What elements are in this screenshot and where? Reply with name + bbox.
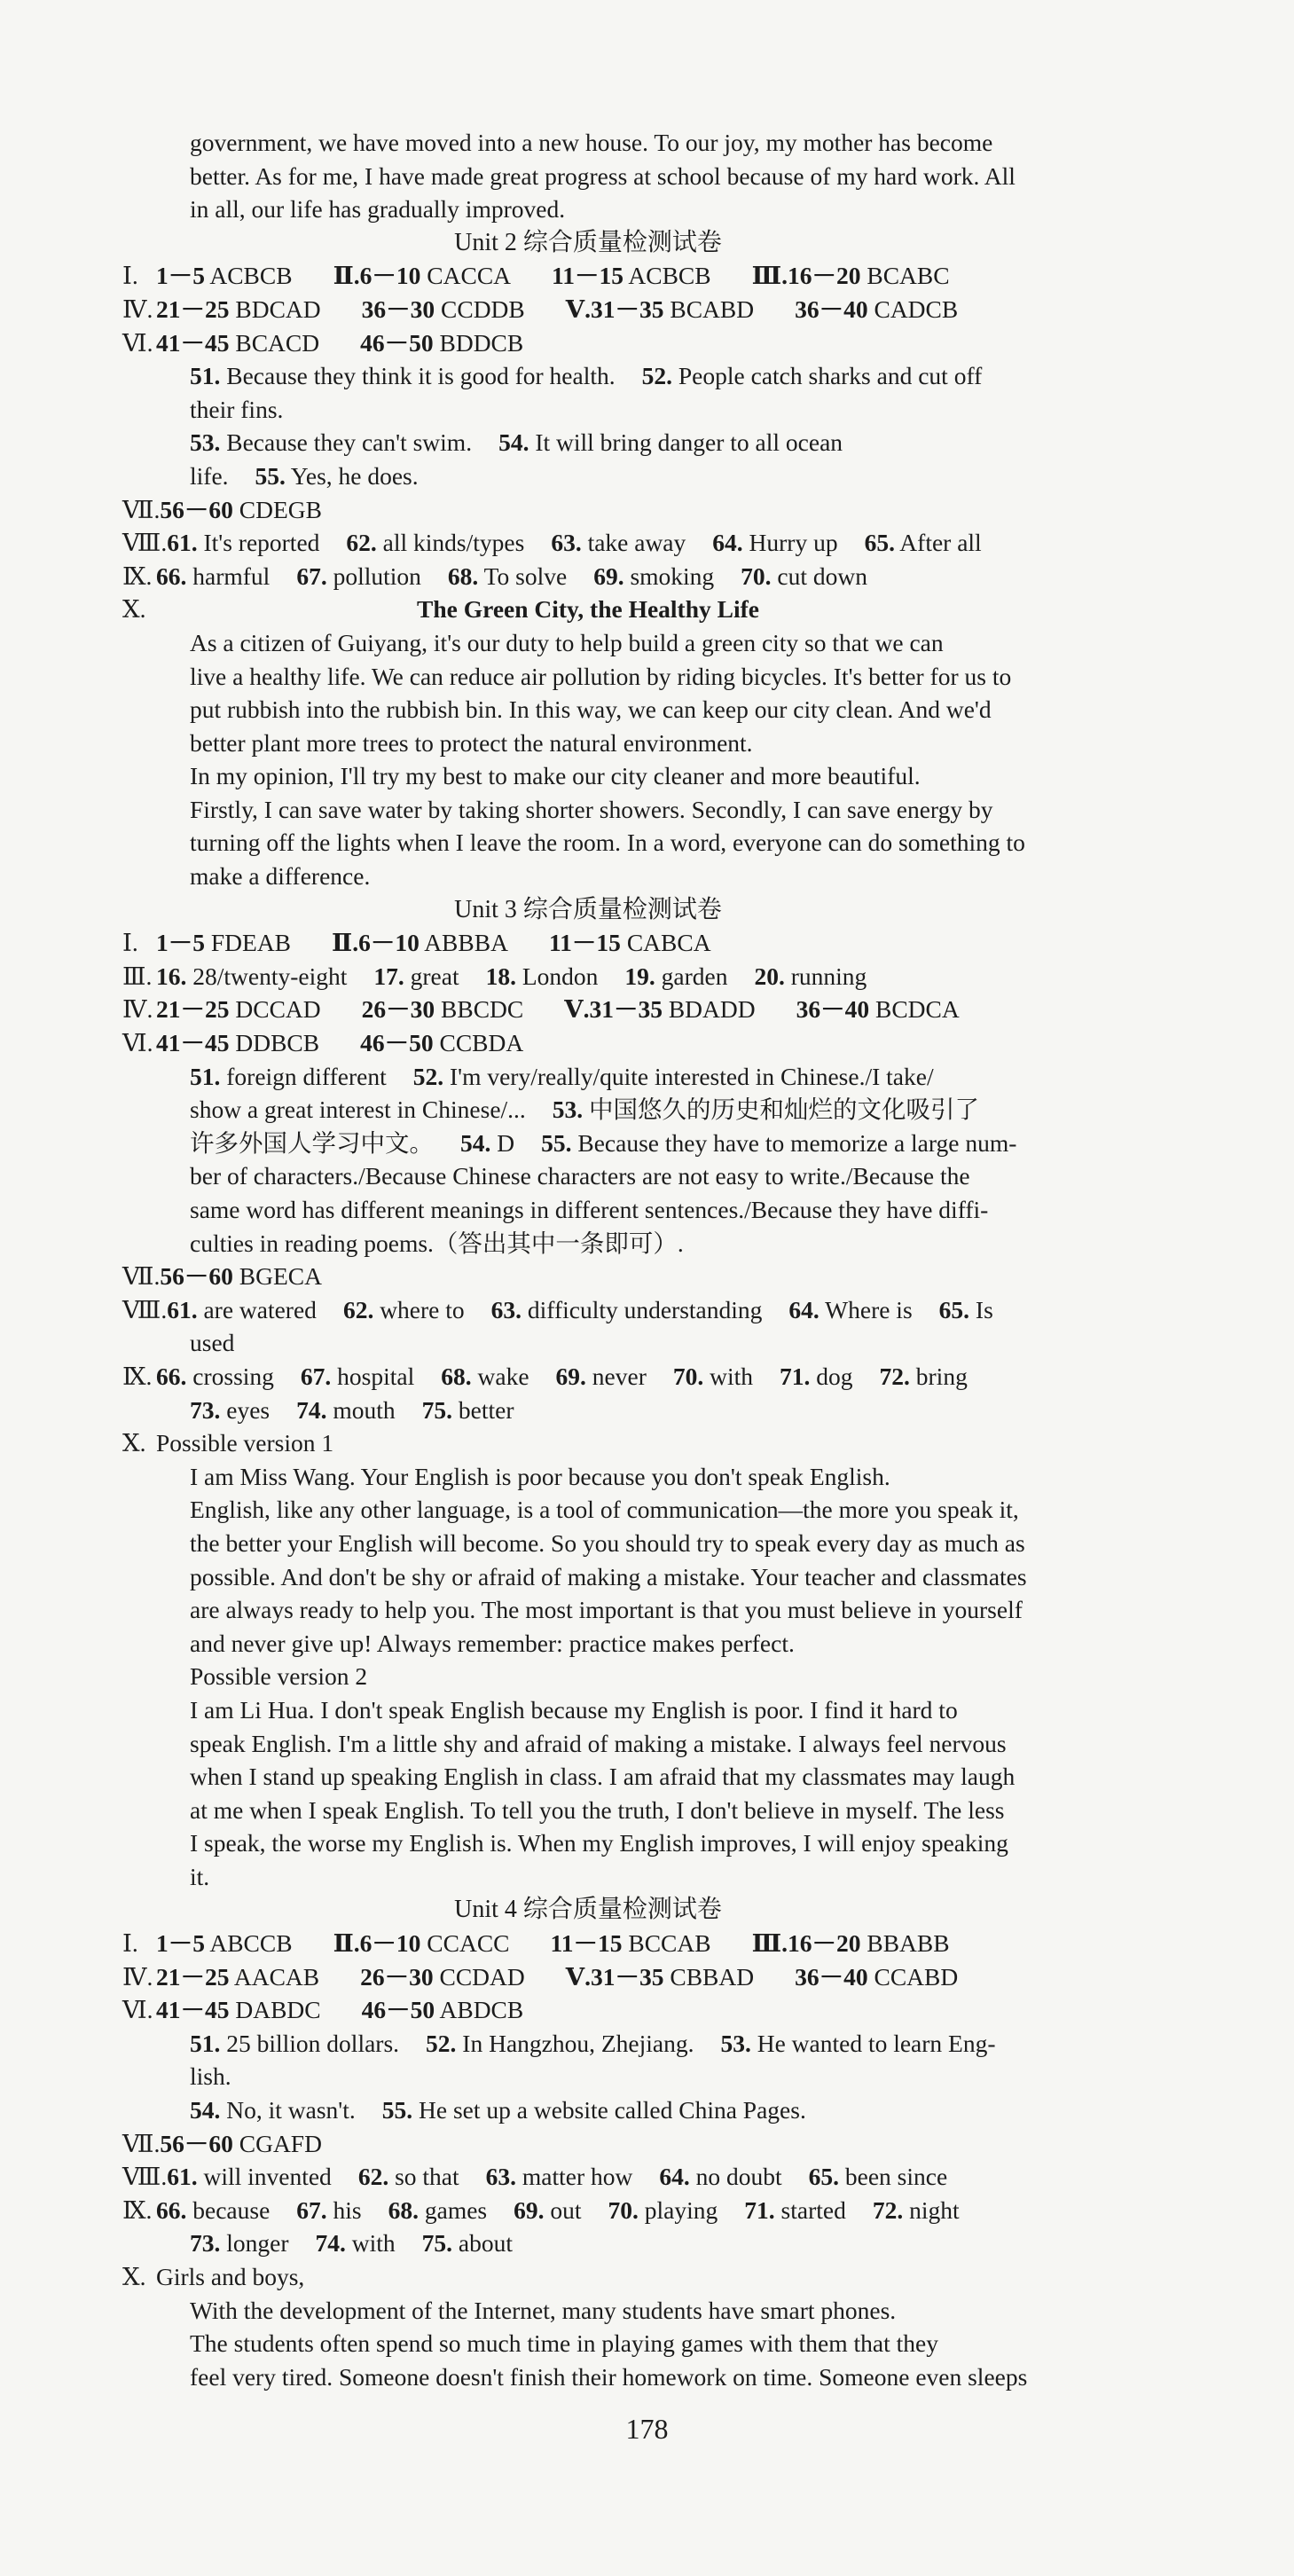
question-row	[122, 1127, 1054, 1160]
item-number: 66.	[156, 1362, 187, 1390]
item-answer: show a great interest in Chinese/...	[190, 1096, 526, 1124]
item-number: 75.	[421, 1395, 453, 1424]
item-answer: People catch sharks and cut off	[672, 362, 983, 390]
item-answer: foreign different	[220, 1062, 387, 1090]
question-row	[122, 426, 1054, 459]
item-answer: Because they can't swim.	[220, 428, 473, 457]
question-row	[122, 459, 1054, 493]
item-answer: cut down	[771, 562, 868, 590]
unit-heading: Unit 4 综合质量检测试卷	[454, 1896, 722, 1924]
item-number: 51.	[190, 362, 221, 390]
item-answer: D	[490, 1128, 515, 1157]
item-answer: with	[703, 1362, 754, 1390]
section-label: Girls and boys,	[156, 2263, 305, 2290]
unit-heading: Unit 2 综合质量检测试卷	[454, 228, 722, 256]
item-number: 61.	[167, 529, 198, 557]
item-number: 63.	[485, 2163, 517, 2191]
item-answer: been since	[839, 2163, 948, 2191]
item-answer: great	[404, 962, 459, 990]
item-number: 52.	[641, 362, 673, 390]
item-answer: BCABC	[860, 262, 950, 290]
item-number: Ⅱ.6－10	[333, 1929, 421, 1958]
item-number: 71.	[744, 2195, 775, 2224]
item-number: 66.	[156, 562, 187, 590]
item-answer: hospital	[331, 1362, 415, 1390]
essay-title-row	[122, 593, 1054, 626]
item-answer: ABBBA	[419, 929, 508, 957]
item-answer: with	[345, 2229, 396, 2258]
roman-numeral: Ⅶ.	[122, 2129, 161, 2157]
item-answer: To solve	[478, 562, 568, 590]
item-answer: He wanted to learn Eng-	[750, 2029, 996, 2057]
text-line: better. As for me, I have made great progress at school because of my hard work. All	[190, 161, 1016, 190]
section-row	[122, 1426, 1054, 1460]
item-number: Ⅱ.6－10	[332, 929, 420, 957]
roman-numeral: Ⅸ.	[122, 562, 153, 590]
item-number: 11－15	[552, 262, 624, 290]
item-answer: so that	[388, 2163, 459, 2191]
item-answer: mouth	[326, 1395, 396, 1424]
text-line: lish.	[190, 2062, 231, 2091]
item-answer: his	[326, 2195, 362, 2224]
item-number: 46－50	[360, 328, 434, 357]
roman-numeral: Ⅳ.	[122, 995, 153, 1024]
item-answer: eyes	[220, 1395, 271, 1424]
item-answer: out	[544, 2195, 582, 2224]
text-line: and never give up! Always remember: practice makes perfect.	[190, 1629, 795, 1657]
item-number: 16.	[156, 962, 187, 990]
roman-numeral: Ⅲ.	[122, 962, 153, 990]
item-answer: bring	[909, 1362, 968, 1390]
text-line: culties in reading poems.（答出其中一条即可）.	[190, 1229, 684, 1257]
item-answer: It will bring danger to all ocean	[529, 428, 843, 457]
item-answer: BDCAD	[229, 295, 321, 323]
item-answer: Yes, he does.	[285, 461, 419, 490]
section-row	[122, 2260, 1054, 2294]
item-number: 21－25	[156, 995, 230, 1024]
item-number: 41－45	[156, 328, 230, 357]
item-answer: FDEAB	[205, 929, 292, 957]
item-answer: about	[452, 2229, 514, 2258]
item-number: 54.	[190, 2096, 221, 2124]
text-line: I am Miss Wang. Your English is poor because you don't speak English.	[190, 1462, 890, 1490]
item-number: 36－30	[361, 295, 435, 323]
text-line: used	[190, 1329, 235, 1357]
text-line: ber of characters./Because Chinese characters are not easy to write./Because the	[190, 1162, 970, 1190]
item-number: 1－5	[156, 1929, 205, 1958]
item-answer: BCDCA	[869, 995, 960, 1024]
item-answer: dog	[810, 1362, 853, 1390]
answer-row	[122, 293, 1054, 326]
item-number: 52.	[426, 2029, 457, 2057]
item-number: 62.	[357, 2163, 389, 2191]
item-number: 72.	[879, 1362, 910, 1390]
item-answer: difficulty understanding	[522, 1295, 763, 1323]
roman-numeral: Ⅸ.	[122, 1362, 153, 1390]
text-line: their fins.	[190, 395, 284, 423]
answer-key-content	[122, 126, 1054, 2393]
text-line: it.	[190, 1862, 210, 1890]
answer-row	[122, 493, 1054, 527]
item-answer: ACBCB	[623, 262, 711, 290]
question-row	[122, 2093, 1054, 2127]
question-row	[122, 2160, 1054, 2194]
item-answer: longer	[220, 2229, 289, 2258]
item-answer: After all	[894, 529, 982, 557]
item-number: 54.	[498, 428, 529, 457]
item-number: Ⅴ.31－35	[565, 295, 664, 323]
item-answer: I'm very/really/quite interested in Chinese./I take/	[443, 1062, 934, 1090]
item-answer: London	[515, 962, 599, 990]
item-answer: garden	[655, 962, 728, 990]
question-row	[122, 2027, 1054, 2061]
item-answer: Is	[969, 1295, 993, 1323]
item-number: Ⅴ.31－35	[564, 995, 663, 1024]
item-answer: all kinds/types	[376, 529, 525, 557]
roman-numeral: Ⅹ.	[122, 1429, 146, 1457]
item-answer: are watered	[197, 1295, 317, 1323]
answer-row	[122, 1026, 1054, 1060]
item-number: 67.	[296, 2195, 327, 2224]
item-answer: where to	[373, 1295, 465, 1323]
text-line: when I stand up speaking English in class. I am afraid that my classmates may laugh	[190, 1763, 1016, 1791]
roman-numeral: Ⅹ.	[122, 595, 146, 624]
question-row	[122, 526, 1054, 560]
item-number: 20.	[754, 962, 785, 990]
text-line: turning off the lights when I leave the room. In a word, everyone can do something to	[190, 829, 1025, 857]
item-number: 18.	[485, 962, 516, 990]
item-answer: 许多外国人学习中文。	[190, 1128, 434, 1157]
item-answer: 中国悠久的历史和灿烂的文化吸引了	[583, 1096, 980, 1124]
item-number: 62.	[342, 1295, 374, 1323]
question-row	[122, 1060, 1054, 1094]
unit-heading: Unit 3 综合质量检测试卷	[454, 895, 722, 923]
item-number: 54.	[460, 1128, 491, 1157]
item-answer: started	[774, 2195, 846, 2224]
item-number: 46－50	[361, 1996, 435, 2024]
item-answer: BCACD	[229, 328, 320, 357]
roman-numeral: Ⅹ.	[122, 2263, 146, 2290]
item-answer: 28/twenty-eight	[186, 962, 348, 990]
item-answer: will invented	[197, 2163, 332, 2191]
item-number: 65.	[808, 2163, 840, 2191]
item-answer: take away	[581, 529, 686, 557]
item-answer: running	[784, 962, 867, 990]
item-answer: 25 billion dollars.	[220, 2029, 400, 2057]
item-number: 21－25	[156, 295, 230, 323]
essay-title: The Green City, the Healthy Life	[417, 595, 759, 624]
item-number: 72.	[872, 2195, 904, 2224]
roman-numeral: Ⅰ.	[122, 262, 138, 290]
roman-numeral: Ⅷ.	[122, 2163, 168, 2191]
question-row	[122, 1293, 1054, 1327]
item-number: 73.	[190, 1395, 221, 1424]
item-answer: BDDCB	[433, 328, 524, 357]
item-number: 53.	[552, 1096, 584, 1124]
item-number: 17.	[373, 962, 404, 990]
text-line: feel very tired. Someone doesn't finish their homework on time. Someone even sleeps	[190, 2362, 1028, 2391]
item-answer: Where is	[819, 1295, 913, 1323]
text-line: Possible version 2	[190, 1662, 368, 1691]
item-number: 36－40	[795, 295, 868, 323]
question-row	[122, 960, 1054, 993]
text-line: With the development of the Internet, many students have smart phones.	[190, 2296, 897, 2324]
item-answer: CCBDA	[433, 1029, 524, 1057]
item-answer: crossing	[186, 1362, 274, 1390]
item-number: 68.	[441, 1362, 472, 1390]
item-number: 67.	[296, 562, 327, 590]
item-number: 21－25	[156, 1962, 230, 1991]
item-number: 66.	[156, 2195, 187, 2224]
item-answer: CCDAD	[433, 1962, 525, 1991]
item-number: 56－60	[160, 2129, 233, 2157]
item-number: Ⅲ.16－20	[751, 1929, 861, 1958]
item-number: 68.	[447, 562, 479, 590]
item-answer: BDADD	[662, 995, 756, 1024]
roman-numeral: Ⅶ.	[122, 495, 161, 523]
item-answer: CABCA	[620, 929, 711, 957]
text-line: better plant more trees to protect the natural environment.	[190, 728, 753, 757]
item-number: 26－30	[361, 995, 435, 1024]
roman-numeral: Ⅵ.	[122, 1996, 153, 2024]
item-answer: BCCAB	[622, 1929, 711, 1958]
roman-numeral: Ⅶ.	[122, 1262, 161, 1291]
item-answer: BBCDC	[435, 995, 524, 1024]
text-line: English, like any other language, is a tool of communication—the more you speak it,	[190, 1496, 1019, 1524]
section-label: Possible version 1	[156, 1429, 334, 1457]
item-number: 61.	[167, 1295, 198, 1323]
question-row	[122, 1360, 1054, 1394]
text-line: in all, our life has gradually improved.	[190, 195, 566, 224]
page-number: 178	[625, 2413, 669, 2445]
question-row	[122, 359, 1054, 393]
item-number: 71.	[780, 1362, 811, 1390]
item-answer: pollution	[326, 562, 421, 590]
item-number: 52.	[412, 1062, 444, 1090]
item-number: 68.	[388, 2195, 419, 2224]
item-answer: CDEGB	[232, 495, 322, 523]
item-number: 41－45	[156, 1029, 230, 1057]
question-row	[122, 560, 1054, 593]
item-answer: games	[419, 2195, 488, 2224]
item-number: 63.	[490, 1295, 522, 1323]
item-answer: In Hangzhou, Zhejiang.	[456, 2029, 694, 2057]
text-line: possible. And don't be shy or afraid of making a mistake. Your teacher and classmates	[190, 1562, 1027, 1590]
item-answer: matter how	[516, 2163, 633, 2191]
answer-row	[122, 326, 1054, 360]
item-answer: CACCA	[420, 262, 512, 290]
roman-numeral: Ⅷ.	[122, 1295, 168, 1323]
answer-row	[122, 1927, 1054, 1960]
item-answer: DDBCB	[229, 1029, 320, 1057]
item-number: 61.	[167, 2163, 198, 2191]
item-number: Ⅱ.6－10	[333, 262, 421, 290]
item-number: 69.	[555, 1362, 586, 1390]
text-line: government, we have moved into a new house. To our joy, my mother has become	[190, 129, 993, 156]
item-answer: playing	[638, 2195, 718, 2224]
roman-numeral: Ⅰ.	[122, 929, 138, 957]
item-number: 73.	[190, 2229, 221, 2258]
text-line: speak English. I'm a little shy and afraid of making a mistake. I always feel nervous	[190, 1729, 1007, 1757]
item-number: 11－15	[548, 929, 621, 957]
item-answer: smoking	[623, 562, 715, 590]
item-number: 51.	[190, 2029, 221, 2057]
item-answer: ACBCB	[205, 262, 293, 290]
roman-numeral: Ⅵ.	[122, 1029, 153, 1057]
answer-row	[122, 993, 1054, 1026]
text-line: put rubbish into the rubbish bin. In this way, we can keep our city clean. And we'd	[190, 695, 992, 724]
question-row	[122, 1093, 1054, 1127]
text-line: In my opinion, I'll try my best to make our city cleaner and more beautiful.	[190, 762, 921, 790]
item-number: 69.	[593, 562, 624, 590]
text-line: The students often spend so much time in playing games with them that they	[190, 2329, 938, 2358]
text-line: I am Li Hua. I don't speak English because my English is poor. I find it hard to	[190, 1695, 958, 1724]
item-answer: Because they have to memorize a large num-	[571, 1128, 1017, 1157]
item-number: 55.	[381, 2096, 413, 2124]
item-answer: better	[452, 1395, 514, 1424]
item-answer: He set up a website called China Pages.	[412, 2096, 806, 2124]
item-number: 65.	[938, 1295, 970, 1323]
item-answer: BGECA	[232, 1262, 322, 1291]
item-number: Ⅲ.16－20	[751, 262, 861, 290]
roman-numeral: Ⅸ.	[122, 2195, 153, 2224]
item-number: 1－5	[156, 929, 205, 957]
text-line: are always ready to help you. The most important is that you must believe in yourself	[190, 1596, 1023, 1624]
item-number: 53.	[190, 428, 221, 457]
item-number: 62.	[346, 529, 377, 557]
answer-row	[122, 1993, 1054, 2027]
answer-row	[122, 926, 1054, 960]
item-answer: CBBAD	[663, 1962, 755, 1991]
item-number: 70.	[608, 2195, 639, 2224]
item-answer: DCCAD	[229, 995, 321, 1024]
item-number: 74.	[315, 2229, 346, 2258]
item-number: 75.	[421, 2229, 453, 2258]
text-line: As a citizen of Guiyang, it's our duty to help build a green city so that we can	[190, 628, 944, 656]
text-line: Firstly, I can save water by taking shorter showers. Secondly, I can save energy by	[190, 795, 993, 823]
item-number: 65.	[864, 529, 895, 557]
item-number: 46－50	[360, 1029, 434, 1057]
item-answer: night	[903, 2195, 960, 2224]
item-number: 69.	[514, 2195, 545, 2224]
item-number: 19.	[624, 962, 655, 990]
answer-row	[122, 259, 1054, 293]
item-answer: CCDDB	[435, 295, 525, 323]
item-number: 70.	[741, 562, 772, 590]
item-answer: No, it wasn't.	[220, 2096, 356, 2124]
item-answer: no doubt	[689, 2163, 782, 2191]
item-number: 41－45	[156, 1996, 230, 2024]
item-answer: never	[585, 1362, 647, 1390]
answer-row	[122, 1260, 1054, 1293]
item-answer: because	[186, 2195, 271, 2224]
question-row	[122, 2194, 1054, 2227]
answer-row	[122, 1960, 1054, 1994]
item-answer: life.	[190, 461, 229, 490]
roman-numeral: Ⅰ.	[122, 1929, 138, 1958]
item-number: 26－30	[360, 1962, 434, 1991]
text-line: I speak, the worse my English is. When my English improves, I will enjoy speaking	[190, 1829, 1008, 1857]
question-row	[122, 1394, 1054, 1427]
item-number: 55.	[541, 1128, 572, 1157]
roman-numeral: Ⅳ.	[122, 1962, 153, 1991]
item-answer: Hurry up	[742, 529, 838, 557]
roman-numeral: Ⅳ.	[122, 295, 153, 323]
item-answer: CADCB	[867, 295, 959, 323]
item-answer: DABDC	[229, 1996, 321, 2024]
item-number: 64.	[659, 2163, 690, 2191]
text-line: same word has different meanings in different sentences./Because they have diffi-	[190, 1196, 989, 1223]
item-number: 67.	[300, 1362, 332, 1390]
item-number: 1－5	[156, 262, 205, 290]
item-answer: BBABB	[860, 1929, 950, 1958]
item-number: 36－40	[795, 1962, 868, 1991]
item-number: 63.	[551, 529, 582, 557]
question-row	[122, 2227, 1054, 2260]
item-number: 53.	[720, 2029, 751, 2057]
item-answer: CCABD	[867, 1962, 959, 1991]
item-answer: ABCCB	[205, 1929, 293, 1958]
answer-row	[122, 2127, 1054, 2161]
item-answer: BCABD	[663, 295, 755, 323]
item-answer: wake	[471, 1362, 529, 1390]
item-number: Ⅴ.31－35	[565, 1962, 664, 1991]
item-answer: It's reported	[197, 529, 320, 557]
item-answer: harmful	[186, 562, 271, 590]
text-line: make a difference.	[190, 862, 371, 891]
item-number: 11－15	[550, 1929, 623, 1958]
item-answer: Because they think it is good for health.	[220, 362, 616, 390]
item-answer: ABDCB	[435, 1996, 524, 2024]
text-line: live a healthy life. We can reduce air pollution by riding bicycles. It's better for us to	[190, 662, 1012, 690]
item-number: 51.	[190, 1062, 221, 1090]
item-number: 56－60	[160, 495, 233, 523]
text-line: at me when I speak English. To tell you the truth, I don't believe in myself. The less	[190, 1795, 1005, 1824]
item-number: 56－60	[160, 1262, 233, 1291]
item-number: 64.	[712, 529, 743, 557]
item-answer: CGAFD	[232, 2129, 322, 2157]
roman-numeral: Ⅵ.	[122, 328, 153, 357]
item-number: 64.	[788, 1295, 820, 1323]
item-number: 55.	[255, 461, 286, 490]
item-number: 70.	[672, 1362, 704, 1390]
item-number: 74.	[296, 1395, 327, 1424]
item-answer: AACAB	[229, 1962, 320, 1991]
roman-numeral: Ⅷ.	[122, 529, 168, 557]
text-line: the better your English will become. So you should try to speak every day as much as	[190, 1528, 1025, 1557]
item-number: 36－40	[796, 995, 870, 1024]
item-answer: CCACC	[420, 1929, 510, 1958]
